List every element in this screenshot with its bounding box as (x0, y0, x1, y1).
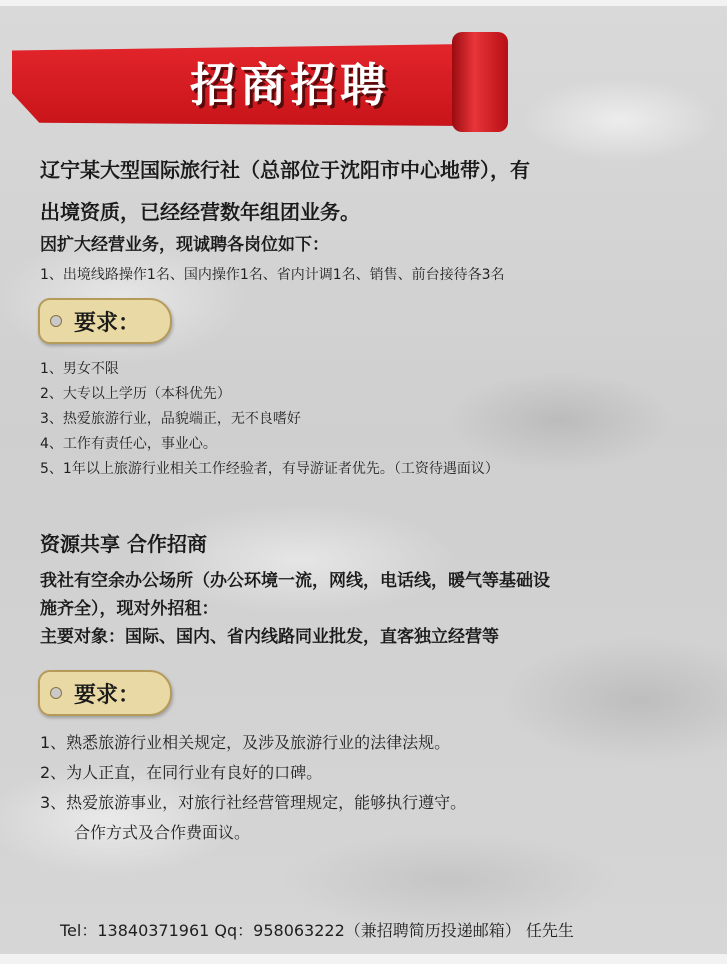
requirements-tag-2 (38, 670, 172, 716)
requirements-tag-label: 要求： (74, 311, 141, 336)
requirements-tag-1 (38, 298, 172, 344)
requirements-tag-label: 要求： (74, 683, 141, 708)
req1-item-2: 2、大专以上学历（本科优先） (40, 386, 231, 402)
req2-item-4: 合作方式及合作费面议。 (74, 823, 251, 842)
req1-item-1: 1、男女不限 (40, 361, 119, 377)
req1-item-4: 4、工作有责任心，事业心。 (40, 436, 217, 452)
intro-line-1: 辽宁某大型国际旅行社（总部位于沈阳市中心地带），有 (40, 158, 530, 182)
req1-item-5: 5、1年以上旅游行业相关工作经验者，有导游证者优先。（工资待遇面议） (40, 461, 499, 477)
intro-line-2: 出境资质，已经经营数年组团业务。 (40, 200, 360, 224)
coop-line-3: 主要对象：国际、国内、省内线路同业批发，直客独立经营等 (40, 627, 499, 647)
coop-heading: 资源共享 合作招商 (40, 532, 207, 556)
contact-line: Tel：13840371961 Qq：958063222（兼招聘简历投递邮箱） 任先生 (60, 921, 574, 940)
tag-hole-icon (50, 315, 62, 327)
req2-item-3: 3、热爱旅游事业，对旅行社经营管理规定，能够执行遵守。 (40, 793, 467, 812)
req2-item-2: 2、为人正直，在同行业有良好的口碑。 (40, 763, 323, 782)
banner-roll (452, 32, 508, 132)
intro-line-3: 因扩大经营业务，现诚聘各岗位如下： (40, 235, 329, 255)
bottom-border (0, 954, 727, 964)
req2-item-1: 1、熟悉旅游行业相关规定，及涉及旅游行业的法律法规。 (40, 733, 451, 752)
positions-line: 1、出境线路操作1名、国内操作1名、省内计调1名、销售、前台接待各3名 (40, 267, 505, 283)
req1-item-3: 3、热爱旅游行业，品貌端正，无不良嗜好 (40, 411, 301, 427)
top-border (0, 0, 727, 6)
coop-line-2: 施齐全），现对外招租： (40, 599, 219, 619)
coop-line-1: 我社有空余办公场所（办公环境一流，网线，电话线，暖气等基础设 (40, 571, 550, 591)
tag-hole-icon (50, 687, 62, 699)
page-title: 招商招聘 (190, 58, 390, 112)
